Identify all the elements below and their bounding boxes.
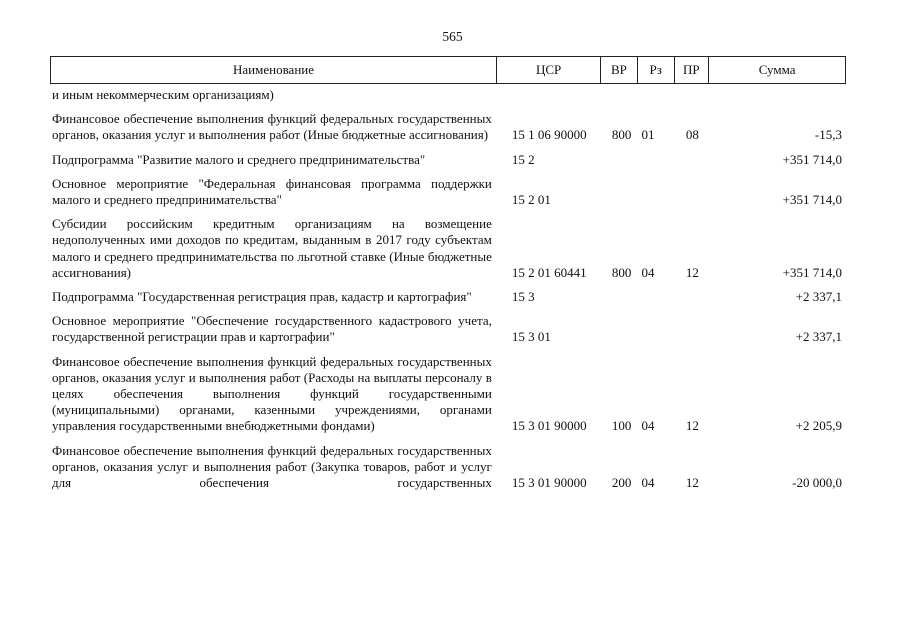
row-name: Основное мероприятие "Федеральная финансовая программа поддержки малого и среднего предпринимательства" <box>52 175 492 208</box>
row-name: Финансовое обеспечение выполнения функций федеральных государственных органов, оказания услуг и выполнения работ (Закупка товаров, работ и услуг для обеспечения государственных <box>52 442 492 491</box>
table-header <box>50 56 846 84</box>
row-csr: 15 2 <box>511 151 535 167</box>
table-row <box>50 289 846 305</box>
table-row <box>50 152 846 168</box>
table-row <box>50 313 846 345</box>
row-name: Финансовое обеспечение выполнения функций федеральных государственных органов, оказания услуг и выполнения работ (Расходы на выплаты персоналу в целях обеспечения выполнения функций государственными (муниципальными) органами, казенными учреждениями, органами управления государственными внебюджетными фондами) <box>52 353 492 434</box>
row-name: и иным некоммерческим организациям) <box>52 87 274 102</box>
row-pr: 12 <box>685 264 699 280</box>
row-pr: 08 <box>685 127 699 143</box>
row-name: Подпрограмма "Развитие малого и среднего предпринимательства" <box>52 151 426 167</box>
row-name: Основное мероприятие "Обеспечение государственного кадастрового учета, государственной регистрации прав и картографии" <box>52 313 492 345</box>
row-name: Финансовое обеспечение выполнения функций федеральных государственных органов, оказания услуг и выполнения работ (Иные бюджетные ассигнования) <box>52 111 492 143</box>
row-sum: +2 337,1 <box>795 329 842 345</box>
row-pr: 12 <box>685 418 699 434</box>
row-csr: 15 3 <box>511 289 535 305</box>
row-rz: 04 <box>641 264 655 280</box>
header-name: Наименование <box>233 62 315 77</box>
table-row <box>50 111 846 143</box>
header-rz: Рз <box>637 57 674 83</box>
row-sum: -20 000,0 <box>792 475 842 491</box>
row-rz: 04 <box>641 418 655 434</box>
row-sum: +351 714,0 <box>782 192 842 208</box>
row-sum: -15,3 <box>814 127 842 143</box>
row-rz: 04 <box>641 475 655 491</box>
row-csr: 15 2 01 60441 <box>511 264 587 280</box>
table-row <box>50 87 846 103</box>
row-sum: +2 337,1 <box>795 289 842 305</box>
row-vr: 200 <box>611 475 632 491</box>
header-pr: ПР <box>674 57 709 83</box>
row-csr: 15 3 01 90000 <box>511 475 587 491</box>
row-name: Субсидии российским кредитным организациям на возмещение недополученных ими доходов по кредитам, выданным в 2017 году субъектам малого и среднего предпринимательства по льготной ставке (Иные бюджетные ассигнования) <box>52 216 492 280</box>
row-csr: 15 3 01 90000 <box>511 418 587 434</box>
table-row <box>50 354 846 435</box>
row-csr: 15 1 06 90000 <box>511 127 587 143</box>
row-pr: 12 <box>685 475 699 491</box>
row-vr: 800 <box>611 264 632 280</box>
table-body <box>50 87 846 491</box>
table-row <box>50 443 846 492</box>
header-vr: ВР <box>600 57 637 83</box>
row-sum: +351 714,0 <box>782 264 842 280</box>
row-csr: 15 3 01 <box>511 329 551 345</box>
header-sum: Сумма <box>708 57 845 83</box>
table-row <box>50 216 846 281</box>
row-sum: +351 714,0 <box>782 151 842 167</box>
row-vr: 800 <box>611 127 632 143</box>
row-sum: +2 205,9 <box>795 418 842 434</box>
row-rz: 01 <box>641 127 655 143</box>
row-vr: 100 <box>611 418 632 434</box>
row-csr: 15 2 01 <box>511 192 551 208</box>
budget-table <box>50 56 846 491</box>
header-csr: ЦСР <box>496 57 600 83</box>
page-number: 565 <box>442 29 463 44</box>
table-row <box>50 176 846 208</box>
row-name: Подпрограмма "Государственная регистрация прав, кадастр и картография" <box>52 289 472 305</box>
